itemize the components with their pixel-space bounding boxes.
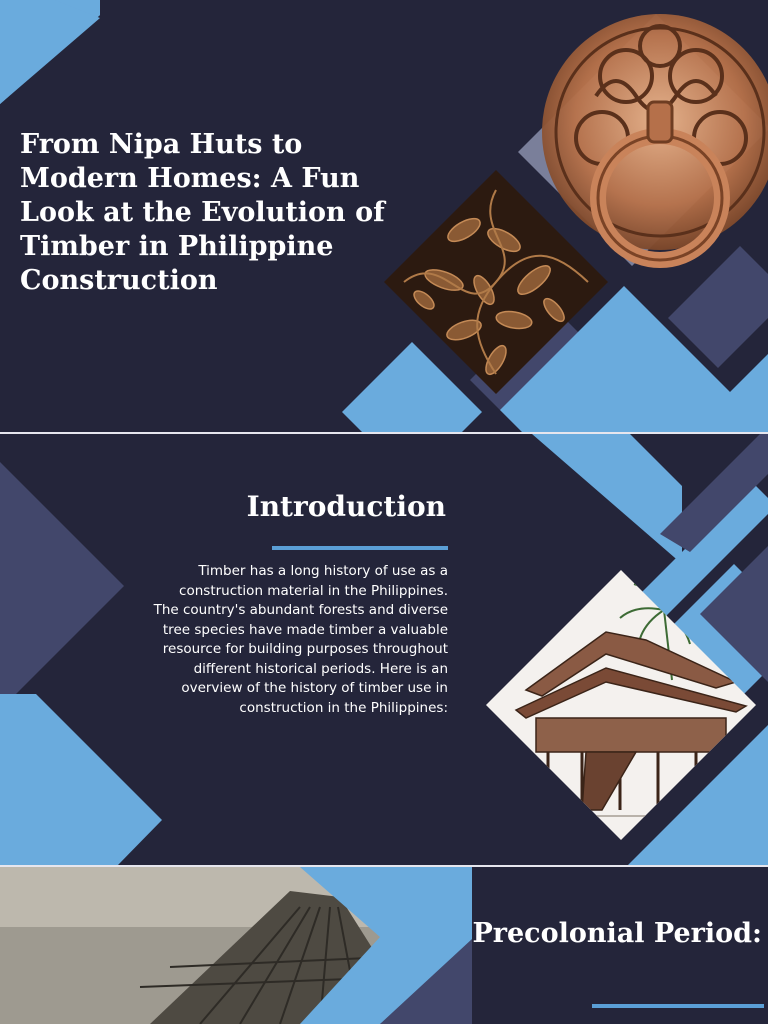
slide-precolonial — [0, 867, 768, 1024]
stilt-house-illustration-image — [486, 570, 756, 840]
heading-underline — [272, 546, 448, 550]
slide-introduction — [0, 434, 768, 865]
old-photo-thatched-house-image — [0, 867, 472, 1024]
page-title: From Nipa Huts to Modern Homes: A Fun Look at the Evolution of Timber in Philippine Construction — [20, 129, 385, 296]
section-heading-precolonial: Precolonial Period: — [472, 918, 762, 949]
introduction-body-text: Timber has a long history of use as a construction material in the Philippines. The country's abundant forests and diverse tree species have made timber a valuable resource for building purposes throughout different historical periods. Here is an overview of the history of timber use in construction in the Philippines: — [153, 563, 448, 716]
section-heading-introduction: Introduction — [246, 490, 446, 523]
heading-underline — [592, 1004, 764, 1008]
slide-cover — [0, 0, 768, 432]
carved-wood-panel-image — [384, 170, 608, 394]
